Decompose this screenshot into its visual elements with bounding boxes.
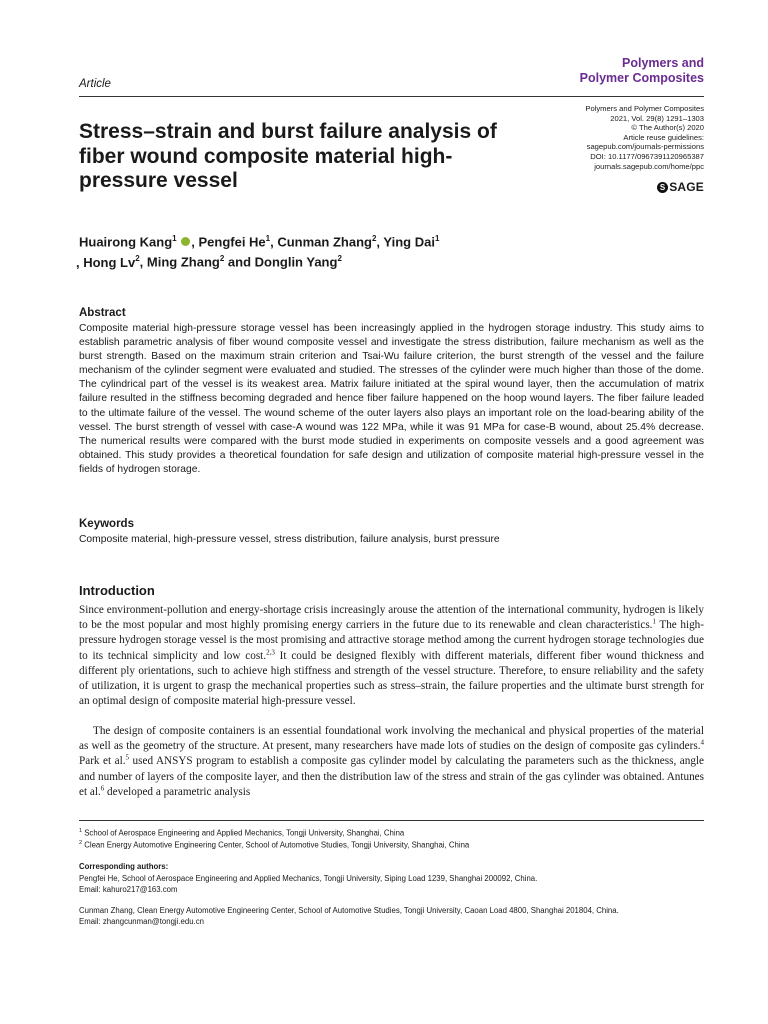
affiliation-footnote [79,838,704,851]
corresponding-address: Pengfei He, School of Aerospace Engineering and Applied Mechanics, Tongji University, Siping Load 1239, Shanghai 200092, China. [79,874,538,883]
article-title: Stress–strain and burst failure analysis of fiber wound composite material high-pressure vessel [79,120,497,192]
affiliation-marker: 2 [135,254,140,264]
abstract-heading: Abstract [79,307,126,319]
paragraph-text: The design of composite containers is an essential foundational work involving the mechanical and physical properties of the material as well as the geometry of the structure. At present, many researchers have made lots of studies on the design of composite gas cylinders. [79,725,704,753]
abstract-text: Composite material high-pressure storage vessel has been increasingly applied in the hydrogen storage industry. This study aims to establish parametric analysis of fiber wound composite vessel and investigate the stress distribution, failure mechanism as well as the burst strength. Based on the maximum strain criterion and Tsai-Wu failure criterion, the burst strength of the vessel and the failure mechanism of the cylinder segment were evaluated and studied. The stresses of the cylinder were much higher than those of the dome. The cylindrical part of the vessel is its weakest area. Matrix failure initiated at the spiral wound layer, then the accumulation of matrix failure resulted in the stiffness becoming degraded and hence fiber failure happened on the hoop wound layers. The fiber failure leaded to the ultimate failure of the vessel. The wound scheme of the outer layers also plays an important role on the load-bearing ability of the vessel. The burst strength of vessel with case-A wound was 122 MPa, while it was 91 MPa for case-B wound, about 25.4% decrease. The numerical results were compared with the burst mode studied in experiments on composite vessels and a good agreement was obtained. This study provides a theoretical foundation for safe design and utilization of composite material high-pressure vessel in the fields of hydrogen storage. [79,323,704,475]
citation-ref[interactable]: 5 [125,753,130,762]
paragraph-text: used ANSYS program to establish a composite gas cylinder model by calculating the parameters such as the thickness, angle and number of layers of the composite layer, and then the distribution law of the stress and strain of the gas cylinder was obtained. Antunes et al. [79,755,704,798]
meta-volume: 2021, Vol. 29(8) 1291–1303 [610,113,704,123]
author-name: , Hong Lv [76,254,136,270]
paragraph-text: It could be designed flexibly with different materials, different fiber wound thickness and different ply orientations, such to achieve high stiffness and strength of the vessel structure. Therefore, to ensure reliability and the safety of utilization, it is urgent to grasp the mechanical properties such as stress–strain, the failure properties and the ultimate burst strength for an optimal design of composite material high-pressure vessel. [79,649,705,708]
affiliation-marker: 2 [219,254,225,264]
affiliation-text: Clean Energy Automotive Engineering Center, School of Automotive Studies, Tongji University, Shanghai, China [82,840,470,850]
corresponding-authors-heading: Corresponding authors: [79,862,169,871]
author-name: , Pengfei He [191,234,266,250]
author-name: and Donglin Yang [224,254,338,270]
corresponding-address: Cunman Zhang, Clean Energy Automotive Engineering Center, School of Automotive Studies, Tongji University, Caoan Load 4800, Shanghai 201804, China. [79,906,619,915]
author-name: , Cunman Zhang [270,234,372,250]
citation-ref[interactable]: 6 [100,784,105,793]
meta-reuse-label: Article reuse guidelines: [623,132,704,142]
article-type: Article [79,78,111,90]
corresponding-email[interactable]: Email: zhangcunman@tongji.edu.cn [79,916,204,926]
journal-brand-line2: Polymer Composites [579,71,704,85]
affiliation-marker: 1 [434,234,440,243]
orcid-icon[interactable] [181,237,190,246]
author-name: Huairong Kang [79,234,173,250]
affiliation-marker: 1 [265,234,271,243]
paragraph-text: The high-pressure hydrogen storage vessel is the most promising and attractive storage method among the current hydrogen storage technologies due to its technical simplicity and low cost. [79,619,704,662]
affiliation-marker: 1 [172,234,177,243]
keywords-heading: Keywords [79,518,134,530]
body-paragraph [79,603,704,709]
meta-journal-link[interactable]: journals.sagepub.com/home/ppc [594,161,704,171]
introduction-heading: Introduction [79,583,155,598]
corresponding-author [79,874,704,896]
author-name: , Ying Dai [376,234,435,250]
journal-brand [504,56,704,86]
meta-permissions-link[interactable]: sagepub.com/journals-permissions [586,142,704,152]
top-divider [79,96,704,97]
corresponding-email[interactable]: Email: kahuro217@163.com [79,884,178,894]
author-name: , Ming Zhang [139,254,220,270]
affiliation-text: School of Aerospace Engineering and Applied Mechanics, Tongji University, Shanghai, China [82,828,405,838]
keywords-text: Composite material, high-pressure vessel, stress distribution, failure analysis, burst pressure [79,534,500,545]
footnote-divider [79,820,704,821]
affiliation-marker: 2 [337,254,342,264]
affiliation-marker: 2 [79,840,83,846]
journal-brand-line1: Polymers and [622,56,704,70]
meta-doi[interactable]: DOI: 10.1177/0967391120965387 [590,151,704,161]
meta-journal-name: Polymers and Polymer Composites [585,104,704,113]
paragraph-text: Since environment-pollution and energy-shortage crisis increasingly arouse the attention of the international community, hydrogen is likely to be the most popular and most highly promising energy carriers in the future due to its renewable and clean characteristics. [79,604,704,632]
affiliation-marker: 1 [79,828,83,834]
author-list [76,230,549,271]
corresponding-author [79,906,704,928]
citation-ref[interactable]: 4 [700,738,704,747]
paragraph-text: developed a parametric analysis [104,785,251,798]
sage-logo-icon: S [657,182,668,193]
meta-copyright: © The Author(s) 2020 [631,123,704,133]
citation-ref[interactable]: 2,3 [266,647,275,656]
body-paragraph [79,724,704,800]
affiliation-marker: 2 [371,234,377,243]
publisher-name: SAGE [669,180,704,194]
paragraph-text: Park et al. [79,755,126,768]
citation-ref[interactable]: 1 [652,617,656,626]
publisher-logo [657,180,704,194]
